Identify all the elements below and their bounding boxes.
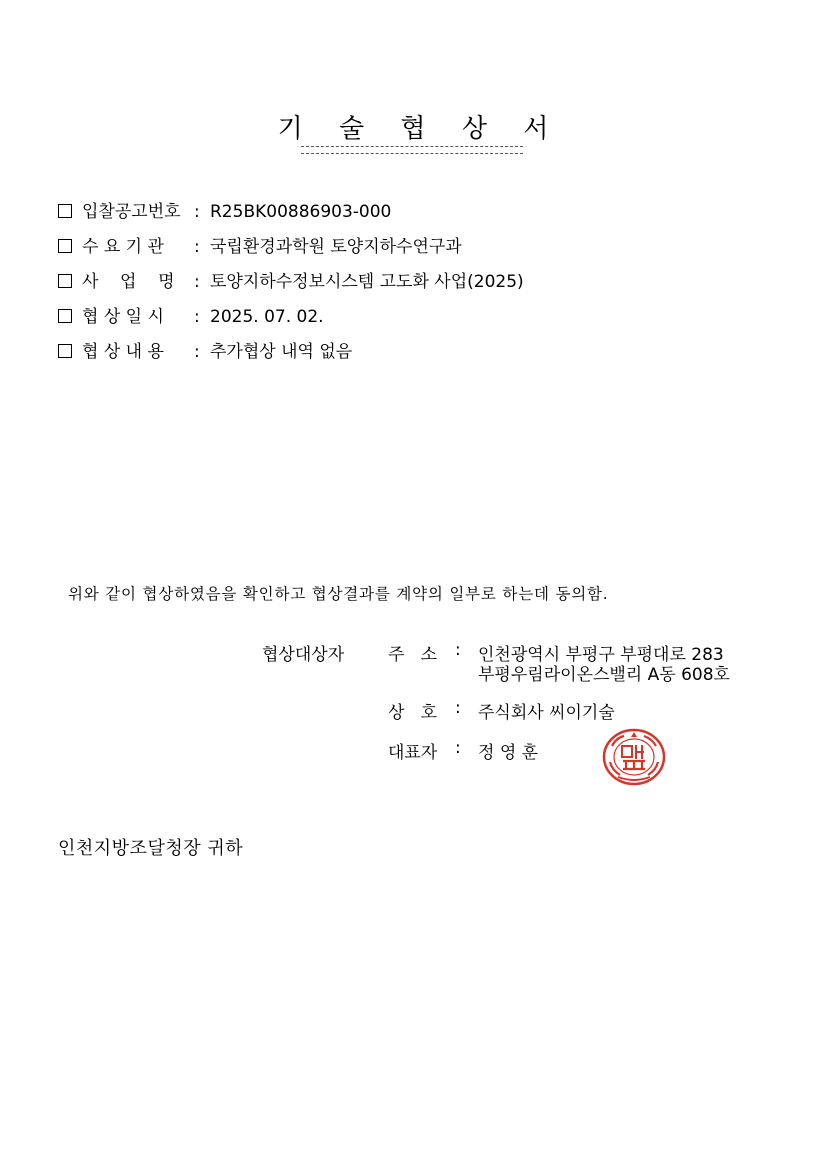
- checkbox-icon: [58, 204, 72, 218]
- field-value: R25BK00886903-000: [210, 202, 392, 222]
- field-bid-number: [58, 197, 391, 222]
- address-label: 주 소: [388, 645, 438, 665]
- field-value: 토양지하수정보시스템 고도화 사업(2025): [210, 272, 524, 292]
- field-value: 2025. 07. 02.: [210, 307, 324, 327]
- company-name: 주식회사 씨이기술: [478, 703, 615, 723]
- company-colon: :: [455, 698, 461, 718]
- field-colon: :: [194, 202, 200, 222]
- address-line-2: 부평우림라이온스밸리 A동 608호: [478, 665, 730, 685]
- addressee: 인천지방조달청장 귀하: [58, 838, 244, 859]
- field-colon: :: [194, 272, 200, 292]
- field-demand-agency: [58, 232, 462, 257]
- party-heading: 협상대상자: [262, 645, 345, 665]
- field-label: 사 업 명: [82, 272, 175, 292]
- checkbox-icon: [58, 344, 72, 358]
- company-label: 상 호: [388, 703, 438, 723]
- field-colon: :: [194, 237, 200, 257]
- address-line-1: 인천광역시 부평구 부평대로 283: [478, 645, 724, 665]
- document-title: 기 술 협 상 서: [277, 114, 563, 144]
- field-negotiation-content: [58, 337, 352, 362]
- checkbox-icon: [58, 239, 72, 253]
- representative-label: 대표자: [388, 743, 438, 763]
- field-project-name: [58, 267, 524, 292]
- field-label: 협 상 내 용: [82, 342, 164, 362]
- confirmation-statement: 위와 같이 협상하였음을 확인하고 협상결과를 계약의 일부로 하는데 동의함.: [68, 585, 609, 603]
- field-value: 추가협상 내역 없음: [210, 342, 353, 362]
- field-colon: :: [194, 342, 200, 362]
- field-colon: :: [194, 307, 200, 327]
- checkbox-icon: [58, 309, 72, 323]
- representative-name: 정 영 훈: [478, 743, 539, 763]
- title-double-underline: [301, 146, 523, 154]
- address-colon: :: [455, 640, 461, 660]
- field-negotiation-date: [58, 302, 324, 327]
- company-seal-stamp: [602, 728, 666, 786]
- checkbox-icon: [58, 274, 72, 288]
- field-label: 수 요 기 관: [82, 237, 164, 257]
- field-label: 협 상 일 시: [82, 307, 164, 327]
- representative-colon: :: [455, 738, 461, 758]
- field-label: 입찰공고번호: [82, 202, 181, 222]
- field-value: 국립환경과학원 토양지하수연구과: [210, 237, 462, 257]
